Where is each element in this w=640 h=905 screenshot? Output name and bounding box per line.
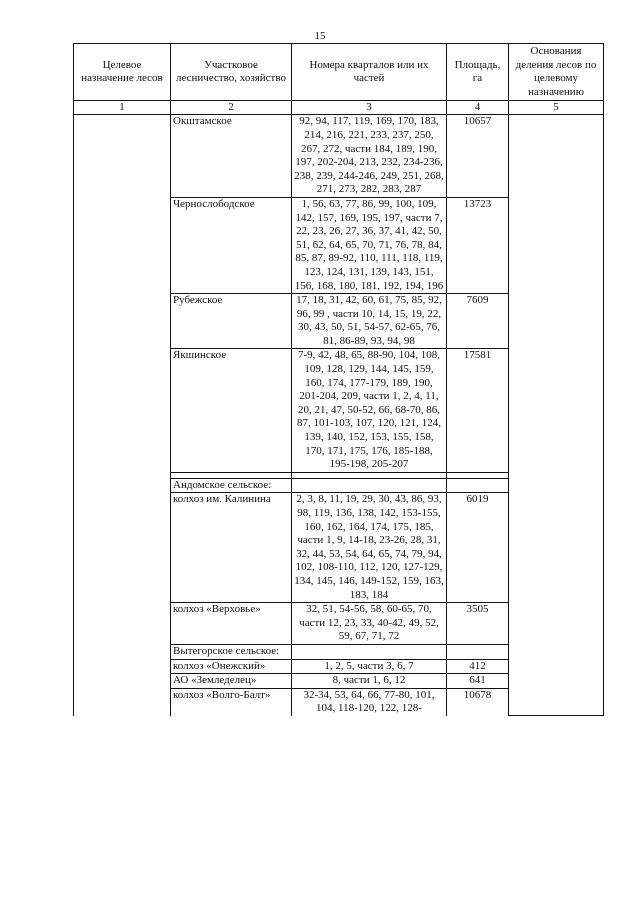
header-basis: Основания деления лесов по целевому назначению — [509, 44, 604, 101]
column-number: 4 — [447, 101, 509, 115]
area-value: 10657 — [447, 115, 509, 198]
header-purpose: Целевое назначение лесов — [74, 44, 171, 101]
column-number: 5 — [509, 101, 604, 115]
forest-purpose-table — [73, 43, 604, 716]
forestry-name: Вытегорское сельское: — [171, 644, 292, 659]
forestry-name: Андомское сельское: — [171, 478, 292, 493]
quarter-numbers — [292, 644, 447, 659]
quarter-numbers: 32-34, 53, 64, 66, 77-80, 101, 104, 118-120, 122, 128- — [292, 688, 447, 716]
basis-cell — [509, 115, 604, 716]
quarter-numbers: 1, 56, 63, 77, 86, 99, 100, 109, 142, 157, 169, 195, 197, части 7, 22, 23, 26, 27, 36, 37, 41, 42, 50, 51, 62, 64, 65, 70, 71, 76, 78, 84, 85, 87, 89-92, 110, 111, 118, 119, 123, 124, 131, 139, 143, 151, 156, 168, 180, 181, 192, 194, 196 — [292, 197, 447, 293]
quarter-numbers: 17, 18, 31, 42, 60, 61, 75, 85, 92, 96, 99 , части 10, 14, 15, 19, 22, 30, 43, 50, 51, 54-57, 62-65, 76, 81, 86-89, 93, 94, 98 — [292, 294, 447, 349]
area-value: 412 — [447, 659, 509, 674]
purpose-cell — [74, 115, 171, 716]
column-number: 3 — [292, 101, 447, 115]
area-value — [447, 478, 509, 493]
column-number-row — [74, 101, 604, 115]
forestry-name: колхоз «Верховье» — [171, 603, 292, 645]
quarter-numbers: 32, 51, 54-56, 58, 60-65, 70, части 12, 23, 33, 40-42, 49, 52, 59, 67, 71, 72 — [292, 603, 447, 645]
quarter-numbers: 1, 2, 5, части 3, 6, 7 — [292, 659, 447, 674]
forestry-name: колхоз им. Калинина — [171, 493, 292, 603]
quarter-numbers: 2, 3, 8, 11, 19, 29, 30, 43, 86, 93, 98, 119, 136, 138, 142, 153-155, 160, 162, 164, 174, 175, 185, части 1, 9, 14-18, 23-26, 28, 31, 32, 44, 53, 54, 64, 65, 74, 79, 94, 102, 108-110, 112, 120, 127-129, 134, 145, 146, 149-152, 159, 163, 183, 184 — [292, 493, 447, 603]
forestry-name: колхоз «Онежский» — [171, 659, 292, 674]
quarter-numbers — [292, 478, 447, 493]
forestry-name: колхоз «Волго-Балт» — [171, 688, 292, 716]
header-row — [74, 44, 604, 101]
area-value: 10678 — [447, 688, 509, 716]
quarter-numbers: 7-9, 42, 48, 65, 88-90, 104, 108, 109, 128, 129, 144, 145, 159, 160, 174, 177-179, 189, 190, 201-204, 209, части 1, 2, 4, 11, 20, 21, 47, 50-52, 66, 68-70, 86, 87, 101-103, 107, 120, 121, 124, 139, 140, 152, 153, 155, 158, 170, 171, 175, 176, 185-188, 195-198, 205-207 — [292, 349, 447, 472]
area-value: 6019 — [447, 493, 509, 603]
column-number: 2 — [171, 101, 292, 115]
area-value: 17581 — [447, 349, 509, 472]
forestry-name: Рубежское — [171, 294, 292, 349]
forestry-name: Чернослободское — [171, 197, 292, 293]
page-number: 15 — [314, 30, 326, 42]
area-value — [447, 644, 509, 659]
area-value: 641 — [447, 674, 509, 689]
forestry-name: Якшинское — [171, 349, 292, 472]
area-value: 3505 — [447, 603, 509, 645]
forestry-name: Окштамское — [171, 115, 292, 198]
header-quarters: Номера кварталов или их частей — [292, 44, 447, 101]
header-area: Площадь, га — [447, 44, 509, 101]
column-number: 1 — [74, 101, 171, 115]
header-forestry: Участковое лесничество, хозяйство — [171, 44, 292, 101]
quarter-numbers: 92, 94, 117, 119, 169, 170, 183, 214, 216, 221, 233, 237, 250, 267, 272, части 184, 189, 190, 197, 202-204, 213, 232, 234-236, 238, 239, 244-246, 249, 251, 268, 271, 273, 282, 283, 287 — [292, 115, 447, 198]
table-row — [74, 115, 604, 198]
area-value: 13723 — [447, 197, 509, 293]
area-value: 7609 — [447, 294, 509, 349]
quarter-numbers: 8, части 1, 6, 12 — [292, 674, 447, 689]
forestry-name: АО «Земледелец» — [171, 674, 292, 689]
